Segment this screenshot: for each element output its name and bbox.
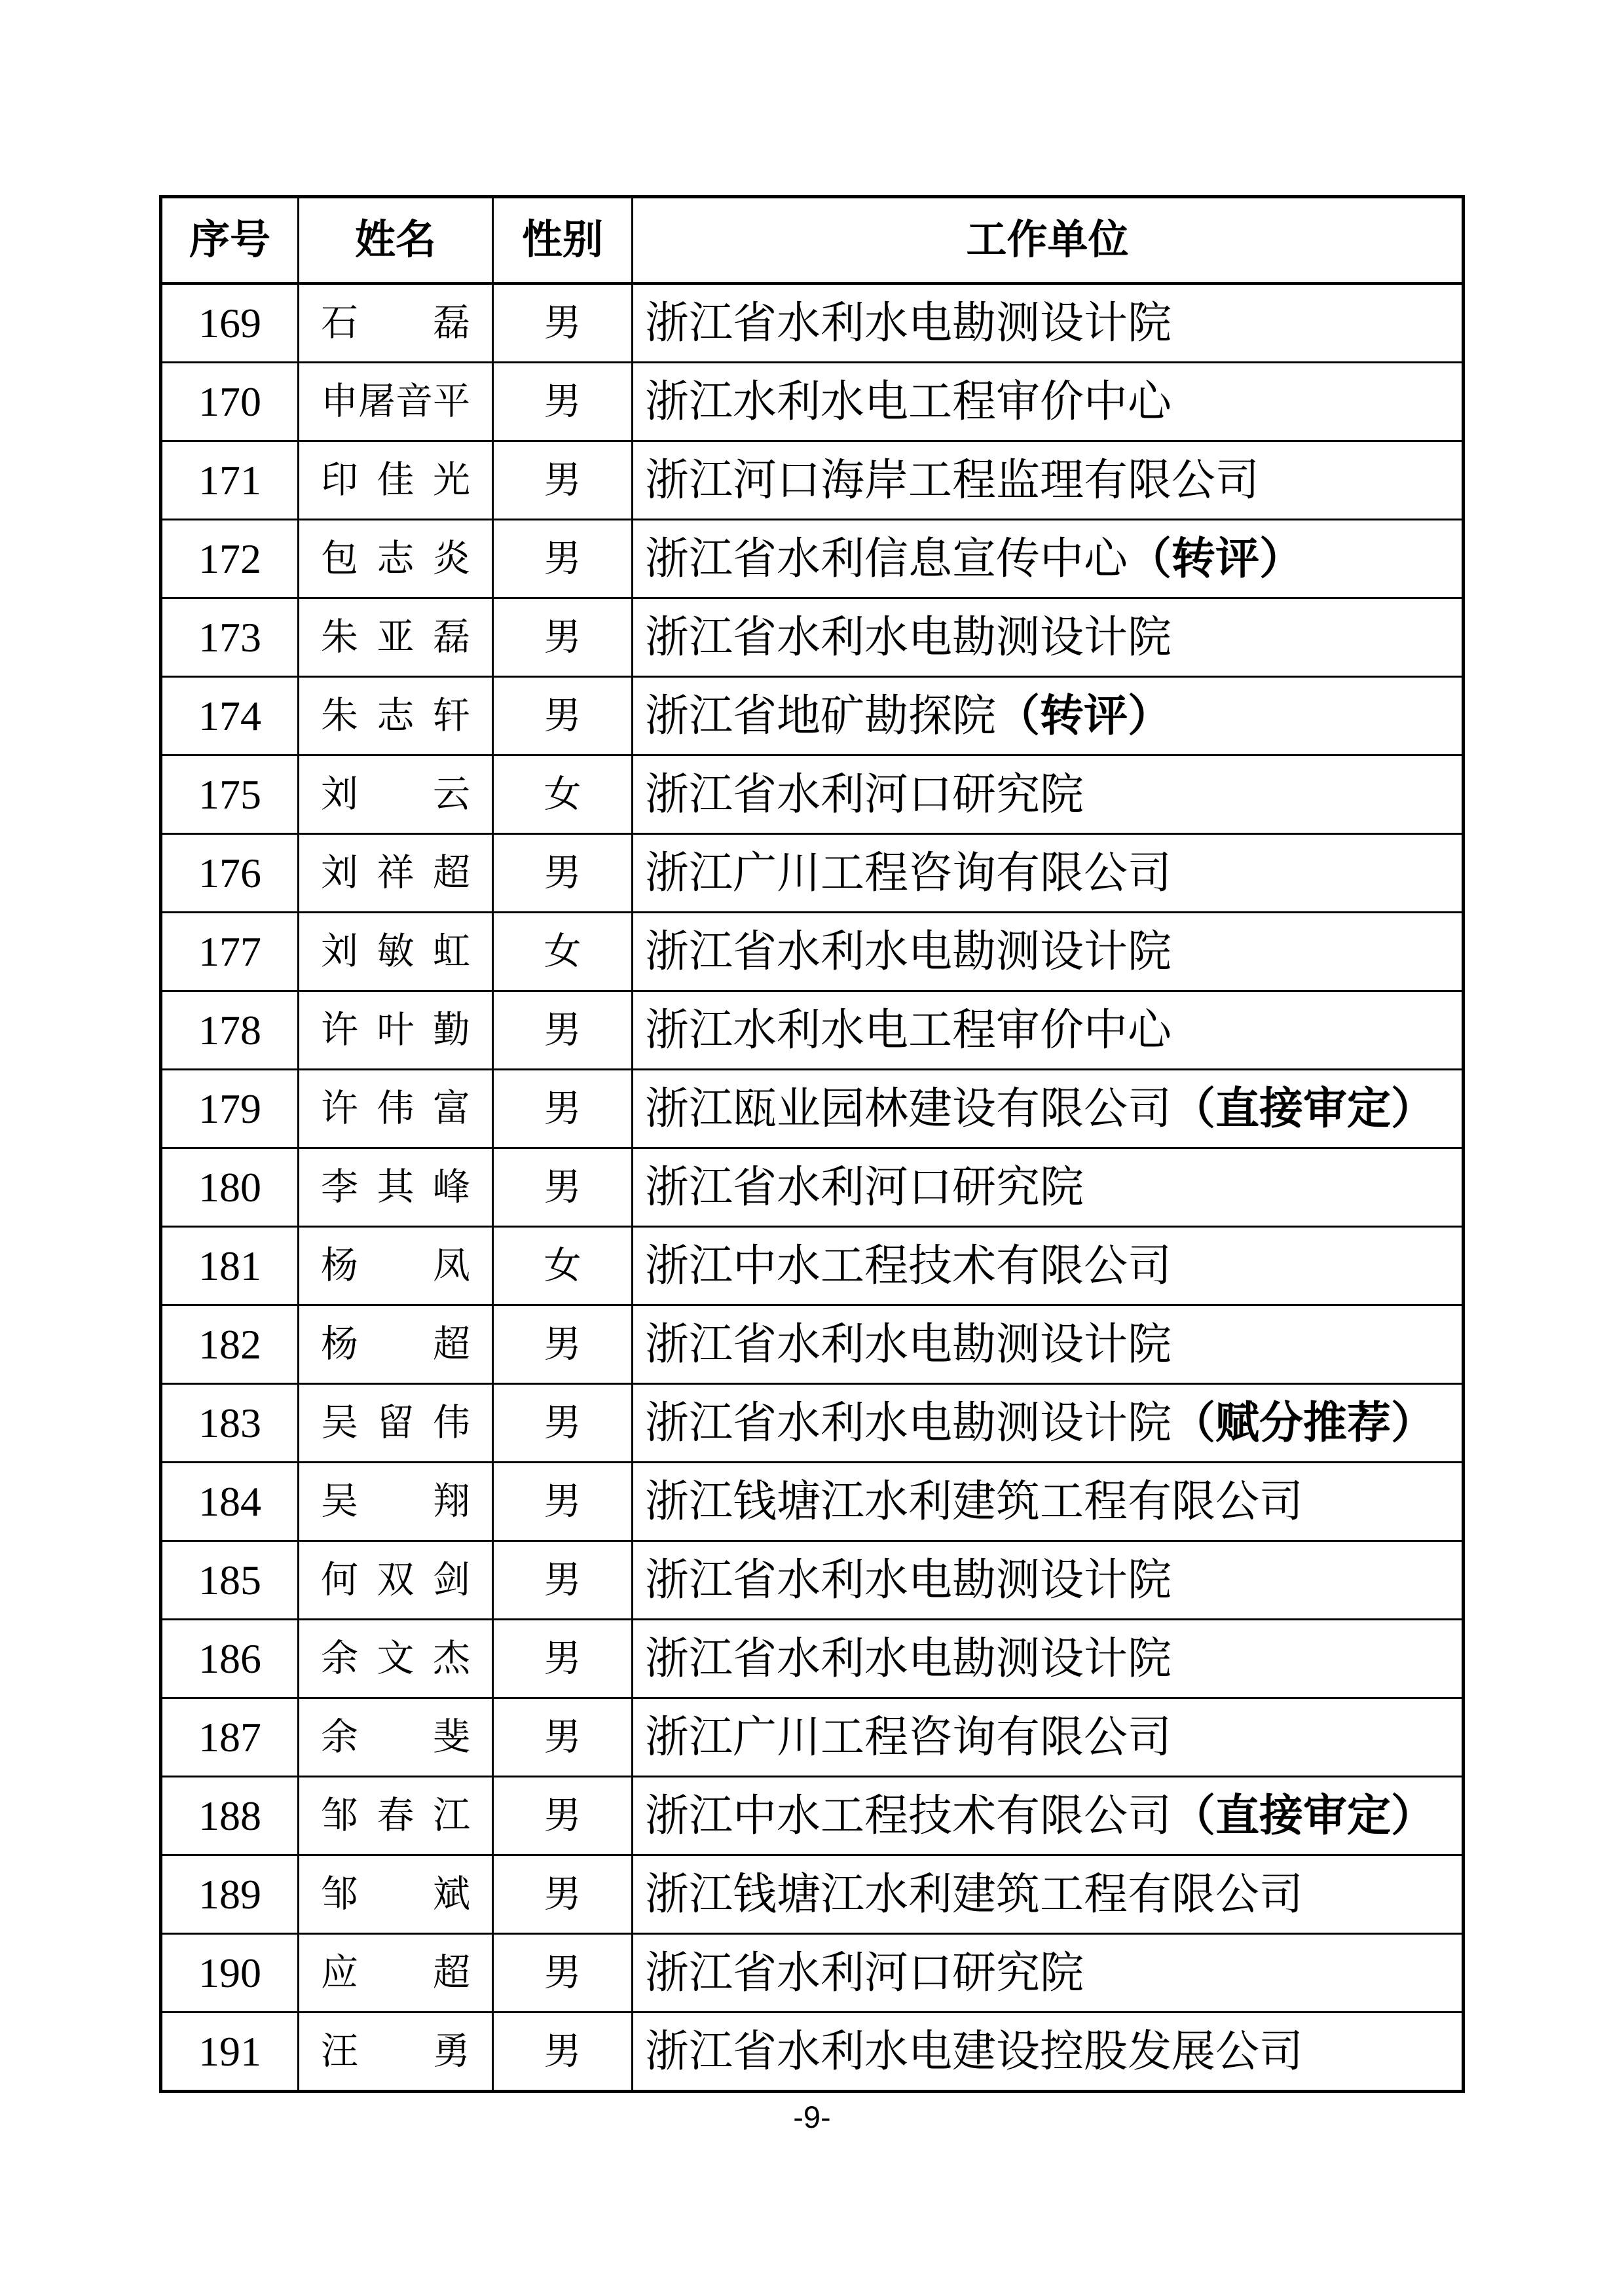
table-row	[161, 283, 1464, 363]
name-text: 杨 凤	[321, 1245, 470, 1286]
unit-text: 浙江河口海岸工程监理有限公司	[645, 456, 1259, 505]
unit-text: 浙江省水利水电建设控股发展公司	[645, 2027, 1303, 2076]
unit-cell	[633, 1227, 1464, 1305]
serial-cell: 184	[161, 1463, 299, 1541]
header-cell-serial: 序号	[161, 197, 299, 284]
unit-cell	[633, 1148, 1464, 1227]
serial-cell: 181	[161, 1227, 299, 1305]
name-text: 朱志轩	[321, 695, 470, 737]
name-text: 应 超	[321, 1952, 470, 1994]
serial-cell: 190	[161, 1934, 299, 2013]
unit-text: 浙江中水工程技术有限公司	[645, 1241, 1172, 1290]
table-row	[161, 1620, 1464, 1698]
name-text: 许叶勤	[321, 1010, 470, 1051]
name-text: 刘敏虹	[321, 931, 470, 972]
name-text: 余 斐	[321, 1717, 470, 1758]
name-cell	[299, 441, 493, 520]
name-cell	[299, 1855, 493, 1934]
name-text: 吴 翔	[321, 1481, 470, 1522]
unit-text: 浙江省水利河口研究院	[645, 1163, 1084, 1212]
table-row	[161, 991, 1464, 1070]
name-text: 朱亚磊	[321, 617, 470, 658]
serial-cell: 177	[161, 913, 299, 991]
name-cell	[299, 1463, 493, 1541]
name-cell	[299, 1227, 493, 1305]
serial-cell: 169	[161, 283, 299, 363]
unit-text: 浙江省水利信息宣传中心	[645, 534, 1128, 583]
unit-text: 浙江钱塘江水利建筑工程有限公司	[645, 1870, 1303, 1919]
unit-cell	[633, 1855, 1464, 1934]
name-cell	[299, 283, 493, 363]
gender-cell: 女	[493, 756, 633, 834]
name-cell	[299, 1541, 493, 1620]
table-row	[161, 1541, 1464, 1620]
unit-note: （直接审定）	[1172, 1084, 1435, 1133]
unit-text: 浙江省水利水电勘测设计院	[645, 1556, 1172, 1605]
unit-text: 浙江省水利水电勘测设计院	[645, 1398, 1172, 1448]
unit-text: 浙江省水利水电勘测设计院	[645, 1320, 1172, 1369]
serial-cell: 188	[161, 1777, 299, 1855]
gender-cell: 女	[493, 1227, 633, 1305]
unit-cell	[633, 283, 1464, 363]
name-text: 李其峰	[321, 1167, 470, 1208]
unit-cell	[633, 1384, 1464, 1463]
name-cell	[299, 598, 493, 677]
table-row	[161, 1148, 1464, 1227]
unit-text: 浙江水利水电工程审价中心	[645, 1006, 1172, 1055]
gender-cell: 男	[493, 2013, 633, 2092]
header-cell-unit: 工作单位	[633, 197, 1464, 284]
name-text: 刘 云	[321, 774, 470, 815]
serial-cell: 179	[161, 1070, 299, 1148]
unit-cell	[633, 991, 1464, 1070]
name-text: 石 磊	[321, 302, 470, 344]
gender-cell: 男	[493, 1698, 633, 1777]
name-cell	[299, 1305, 493, 1384]
table-row	[161, 1698, 1464, 1777]
gender-cell: 男	[493, 1070, 633, 1148]
table-row	[161, 1070, 1464, 1148]
unit-text: 浙江瓯业园林建设有限公司	[645, 1084, 1172, 1133]
serial-cell: 176	[161, 834, 299, 913]
unit-text: 浙江中水工程技术有限公司	[645, 1791, 1172, 1840]
unit-text: 浙江省水利河口研究院	[645, 1948, 1084, 1997]
name-cell	[299, 991, 493, 1070]
name-cell	[299, 834, 493, 913]
table-row	[161, 913, 1464, 991]
gender-cell: 男	[493, 441, 633, 520]
unit-cell	[633, 677, 1464, 756]
unit-cell	[633, 441, 1464, 520]
serial-cell: 187	[161, 1698, 299, 1777]
serial-cell: 186	[161, 1620, 299, 1698]
serial-cell: 191	[161, 2013, 299, 2092]
unit-note: （直接审定）	[1172, 1791, 1435, 1840]
unit-cell	[633, 1620, 1464, 1698]
unit-note: （赋分推荐）	[1172, 1398, 1435, 1448]
unit-cell	[633, 2013, 1464, 2092]
unit-cell	[633, 1777, 1464, 1855]
unit-cell	[633, 756, 1464, 834]
serial-cell: 170	[161, 363, 299, 441]
table-row	[161, 756, 1464, 834]
gender-cell: 男	[493, 1934, 633, 2013]
name-text: 邹春江	[321, 1795, 470, 1836]
serial-cell: 171	[161, 441, 299, 520]
page-number: -9-	[793, 2100, 831, 2134]
serial-cell: 189	[161, 1855, 299, 1934]
name-text: 邹 斌	[321, 1874, 470, 1915]
gender-cell: 男	[493, 363, 633, 441]
table-row	[161, 1384, 1464, 1463]
table-row	[161, 598, 1464, 677]
unit-text: 浙江钱塘江水利建筑工程有限公司	[645, 1477, 1303, 1526]
serial-cell: 178	[161, 991, 299, 1070]
unit-cell	[633, 363, 1464, 441]
table-row	[161, 1934, 1464, 2013]
name-cell	[299, 363, 493, 441]
gender-cell: 男	[493, 1384, 633, 1463]
gender-cell: 男	[493, 1463, 633, 1541]
gender-cell: 男	[493, 1541, 633, 1620]
table-row	[161, 677, 1464, 756]
unit-text: 浙江省水利水电勘测设计院	[645, 1634, 1172, 1683]
name-cell	[299, 1934, 493, 2013]
serial-cell: 172	[161, 520, 299, 598]
name-text: 何双剑	[321, 1559, 470, 1601]
gender-cell: 男	[493, 1620, 633, 1698]
table-row	[161, 441, 1464, 520]
gender-cell: 男	[493, 283, 633, 363]
gender-cell: 男	[493, 1777, 633, 1855]
name-cell	[299, 1384, 493, 1463]
name-text: 余文杰	[321, 1638, 470, 1679]
serial-cell: 185	[161, 1541, 299, 1620]
unit-cell	[633, 1463, 1464, 1541]
unit-text: 浙江省地矿勘探院	[645, 691, 996, 740]
gender-cell: 男	[493, 834, 633, 913]
name-cell	[299, 913, 493, 991]
name-cell	[299, 1070, 493, 1148]
unit-cell	[633, 598, 1464, 677]
gender-cell: 男	[493, 1305, 633, 1384]
unit-cell	[633, 834, 1464, 913]
table-row	[161, 1777, 1464, 1855]
header-cell-name: 姓名	[299, 197, 493, 284]
unit-text: 浙江省水利河口研究院	[645, 770, 1084, 819]
name-text: 包志炎	[321, 538, 470, 579]
unit-text: 浙江广川工程咨询有限公司	[645, 848, 1172, 898]
unit-text: 浙江省水利水电勘测设计院	[645, 299, 1172, 348]
unit-text: 浙江省水利水电勘测设计院	[645, 613, 1172, 662]
unit-cell	[633, 1934, 1464, 2013]
table-row	[161, 1227, 1464, 1305]
header-cell-gender: 性别	[493, 197, 633, 284]
name-text: 申屠音平	[321, 381, 470, 422]
serial-cell: 182	[161, 1305, 299, 1384]
gender-cell: 女	[493, 913, 633, 991]
name-text: 杨 超	[321, 1324, 470, 1365]
gender-cell: 男	[493, 598, 633, 677]
header-row	[161, 197, 1464, 284]
unit-cell	[633, 913, 1464, 991]
serial-cell: 174	[161, 677, 299, 756]
name-cell	[299, 2013, 493, 2092]
serial-cell: 173	[161, 598, 299, 677]
gender-cell: 男	[493, 520, 633, 598]
gender-cell: 男	[493, 677, 633, 756]
name-text: 吴留伟	[321, 1402, 470, 1444]
table-row	[161, 1855, 1464, 1934]
table-row	[161, 834, 1464, 913]
name-text: 刘祥超	[321, 852, 470, 894]
unit-text: 浙江广川工程咨询有限公司	[645, 1713, 1172, 1762]
name-text: 许伟富	[321, 1088, 470, 1129]
table-row	[161, 520, 1464, 598]
unit-cell	[633, 1541, 1464, 1620]
name-cell	[299, 1148, 493, 1227]
name-cell	[299, 520, 493, 598]
serial-cell: 183	[161, 1384, 299, 1463]
table-row	[161, 1463, 1464, 1541]
name-text: 印佳光	[321, 460, 470, 501]
unit-note: （转评）	[996, 691, 1172, 740]
table-row	[161, 2013, 1464, 2092]
unit-cell	[633, 1698, 1464, 1777]
name-cell	[299, 756, 493, 834]
unit-note: （转评）	[1128, 534, 1303, 583]
unit-cell	[633, 1070, 1464, 1148]
table-row	[161, 1305, 1464, 1384]
name-text: 汪 勇	[321, 2031, 470, 2072]
unit-cell	[633, 1305, 1464, 1384]
serial-cell: 180	[161, 1148, 299, 1227]
name-cell	[299, 1777, 493, 1855]
serial-cell: 175	[161, 756, 299, 834]
name-cell	[299, 677, 493, 756]
gender-cell: 男	[493, 991, 633, 1070]
gender-cell: 男	[493, 1855, 633, 1934]
table-row	[161, 363, 1464, 441]
unit-text: 浙江水利水电工程审价中心	[645, 377, 1172, 426]
unit-cell	[633, 520, 1464, 598]
name-cell	[299, 1620, 493, 1698]
unit-text: 浙江省水利水电勘测设计院	[645, 927, 1172, 976]
roster-table	[159, 195, 1465, 2093]
name-cell	[299, 1698, 493, 1777]
gender-cell: 男	[493, 1148, 633, 1227]
